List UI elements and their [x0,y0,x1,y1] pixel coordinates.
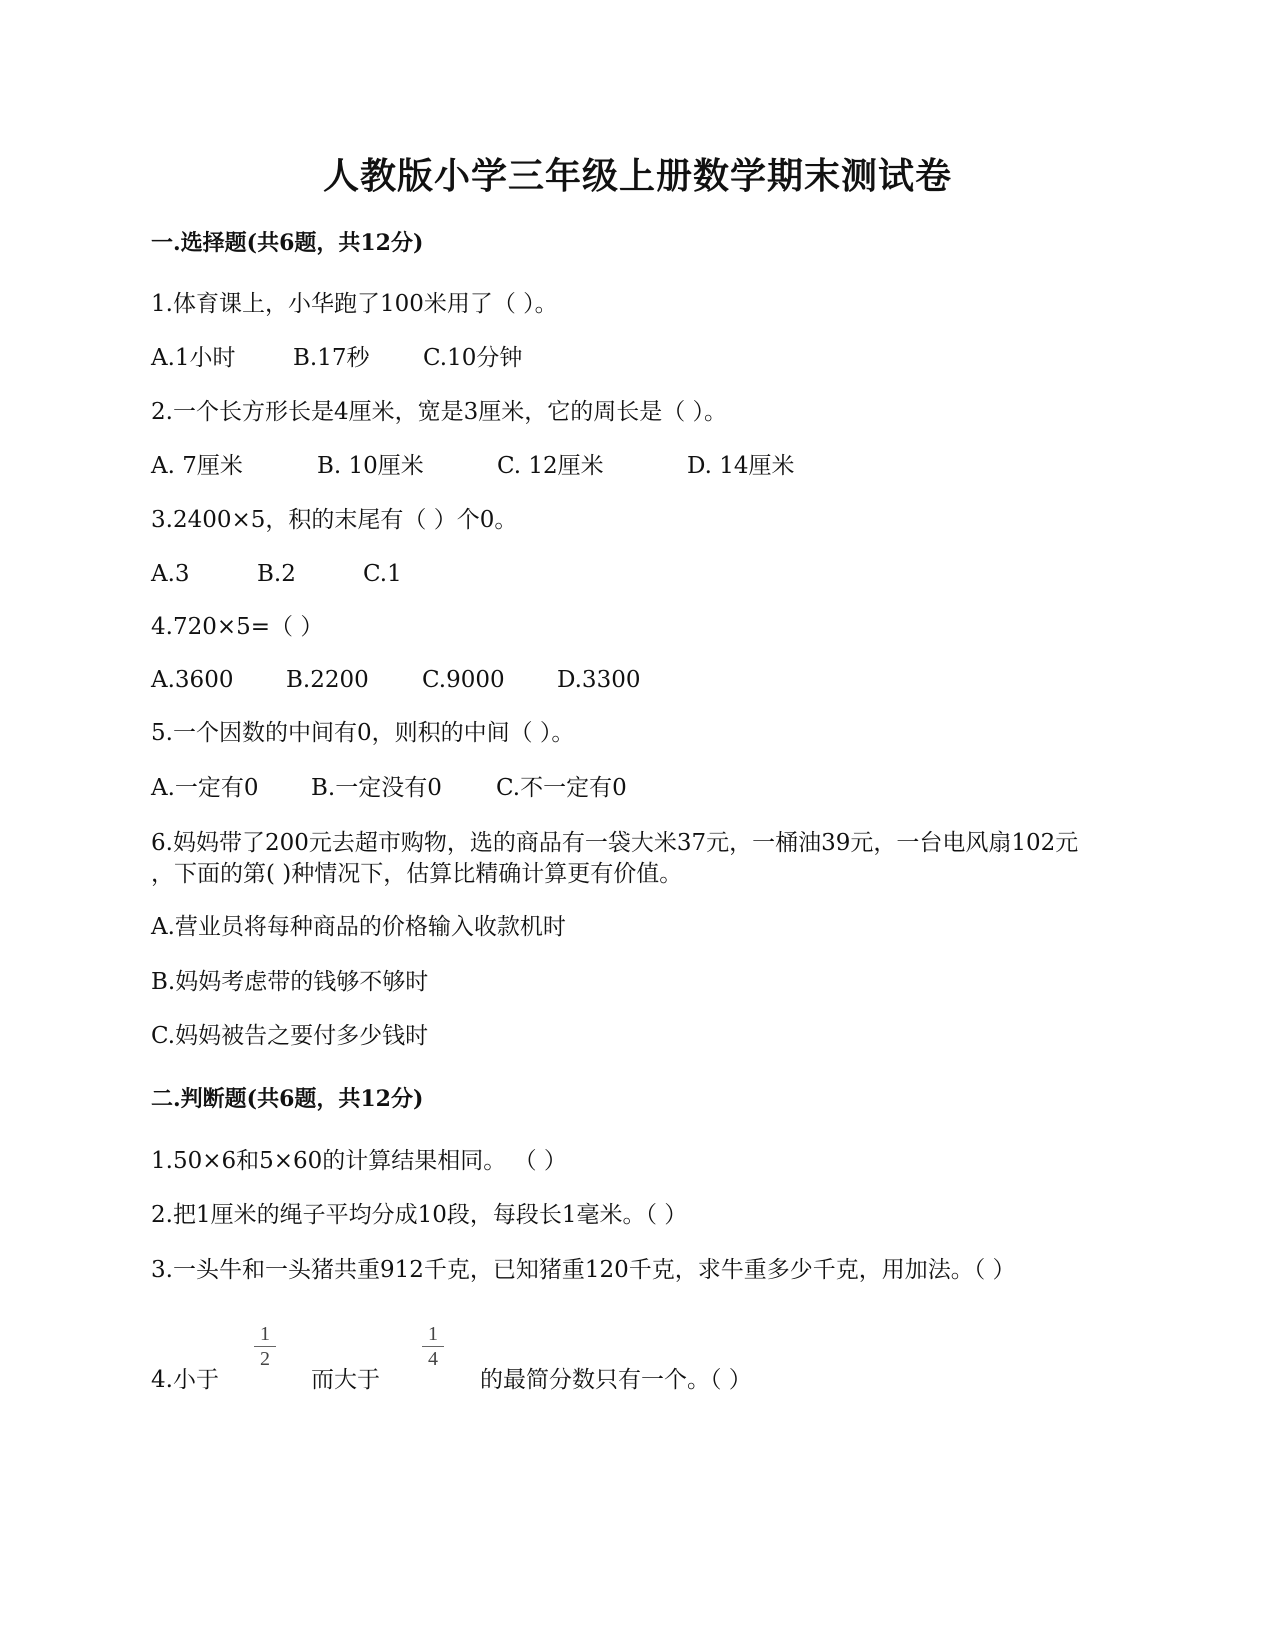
fraction-bar [422,1346,444,1347]
question-4-text: 4.720×5=（ ） [151,614,324,640]
option: D. 14厘米 [687,453,795,479]
option: C.9000 [422,667,505,693]
option: B.一定没有0 [311,775,442,801]
judgement-2-text: 2.把1厘米的绳子平均分成10段，每段长1毫米。（ ） [151,1202,688,1228]
fraction-denominator: 4 [428,1348,438,1370]
option: C. 12厘米 [497,453,604,479]
page-title: 人教版小学三年级上册数学期末测试卷 [322,155,952,197]
fraction-denominator: 2 [260,1348,270,1370]
option: C.10分钟 [423,345,523,371]
option: B.2 [257,561,296,587]
question-5-text: 5.一个因数的中间有0，则积的中间（ ）。 [151,720,575,746]
option: C.1 [363,561,402,587]
judgement-4-part1: 4.小于 [151,1367,219,1393]
judgement-3-text: 3.一头牛和一头猪共重912千克，已知猪重120千克，求牛重多少千克，用加法。（ ） [151,1257,1016,1283]
option: A. 7厘米 [151,453,243,479]
question-6-option-c: C.妈妈被告之要付多少钱时 [151,1023,429,1049]
judgement-4-part2: 而大于 [311,1367,380,1393]
question-1-options [151,343,522,373]
question-4-options [151,665,640,695]
question-6-option-b: B.妈妈考虑带的钱够不够时 [151,969,429,995]
question-6-text-line1: 6.妈妈带了200元去超市购物，选的商品有一袋大米37元，一桶油39元，一台电风扇102元 [151,830,1079,856]
option: A.3600 [151,667,234,693]
option: B. 10厘米 [317,453,424,479]
section-heading-choice: 一.选择题(共6题，共12分) [151,230,424,256]
option: A.3 [151,561,190,587]
question-6-option-a: A.营业员将每种商品的价格输入收款机时 [151,914,566,940]
question-2-text: 2.一个长方形长是4厘米，宽是3厘米，它的周长是（ ）。 [151,399,728,425]
option: B.17秒 [293,345,370,371]
fraction-bar [254,1346,276,1347]
question-2-options [151,451,795,481]
fraction-numerator: 1 [428,1323,438,1345]
question-1-text: 1.体育课上，小华跑了100米用了（ ）。 [151,291,558,317]
option: D.3300 [557,667,641,693]
judgement-1-text: 1.50×6和5×60的计算结果相同。 （ ） [151,1148,567,1174]
fraction-numerator: 1 [260,1323,270,1345]
option: A.1小时 [151,345,236,371]
question-3-text: 3.2400×5，积的末尾有（ ）个0。 [151,507,518,533]
option: B.2200 [286,667,369,693]
option: A.一定有0 [151,775,259,801]
judgement-4-part3: 的最简分数只有一个。（ ） [480,1367,752,1393]
question-5-options [151,773,627,803]
fraction-one-quarter [420,1323,446,1370]
fraction-one-half [252,1323,278,1370]
section-heading-judgement: 二.判断题(共6题，共12分) [151,1086,424,1112]
question-6-text-line2: ，下面的第( )种情况下，估算比精确计算更有价值。 [151,861,683,887]
option: C.不一定有0 [496,775,627,801]
question-3-options [151,559,402,589]
